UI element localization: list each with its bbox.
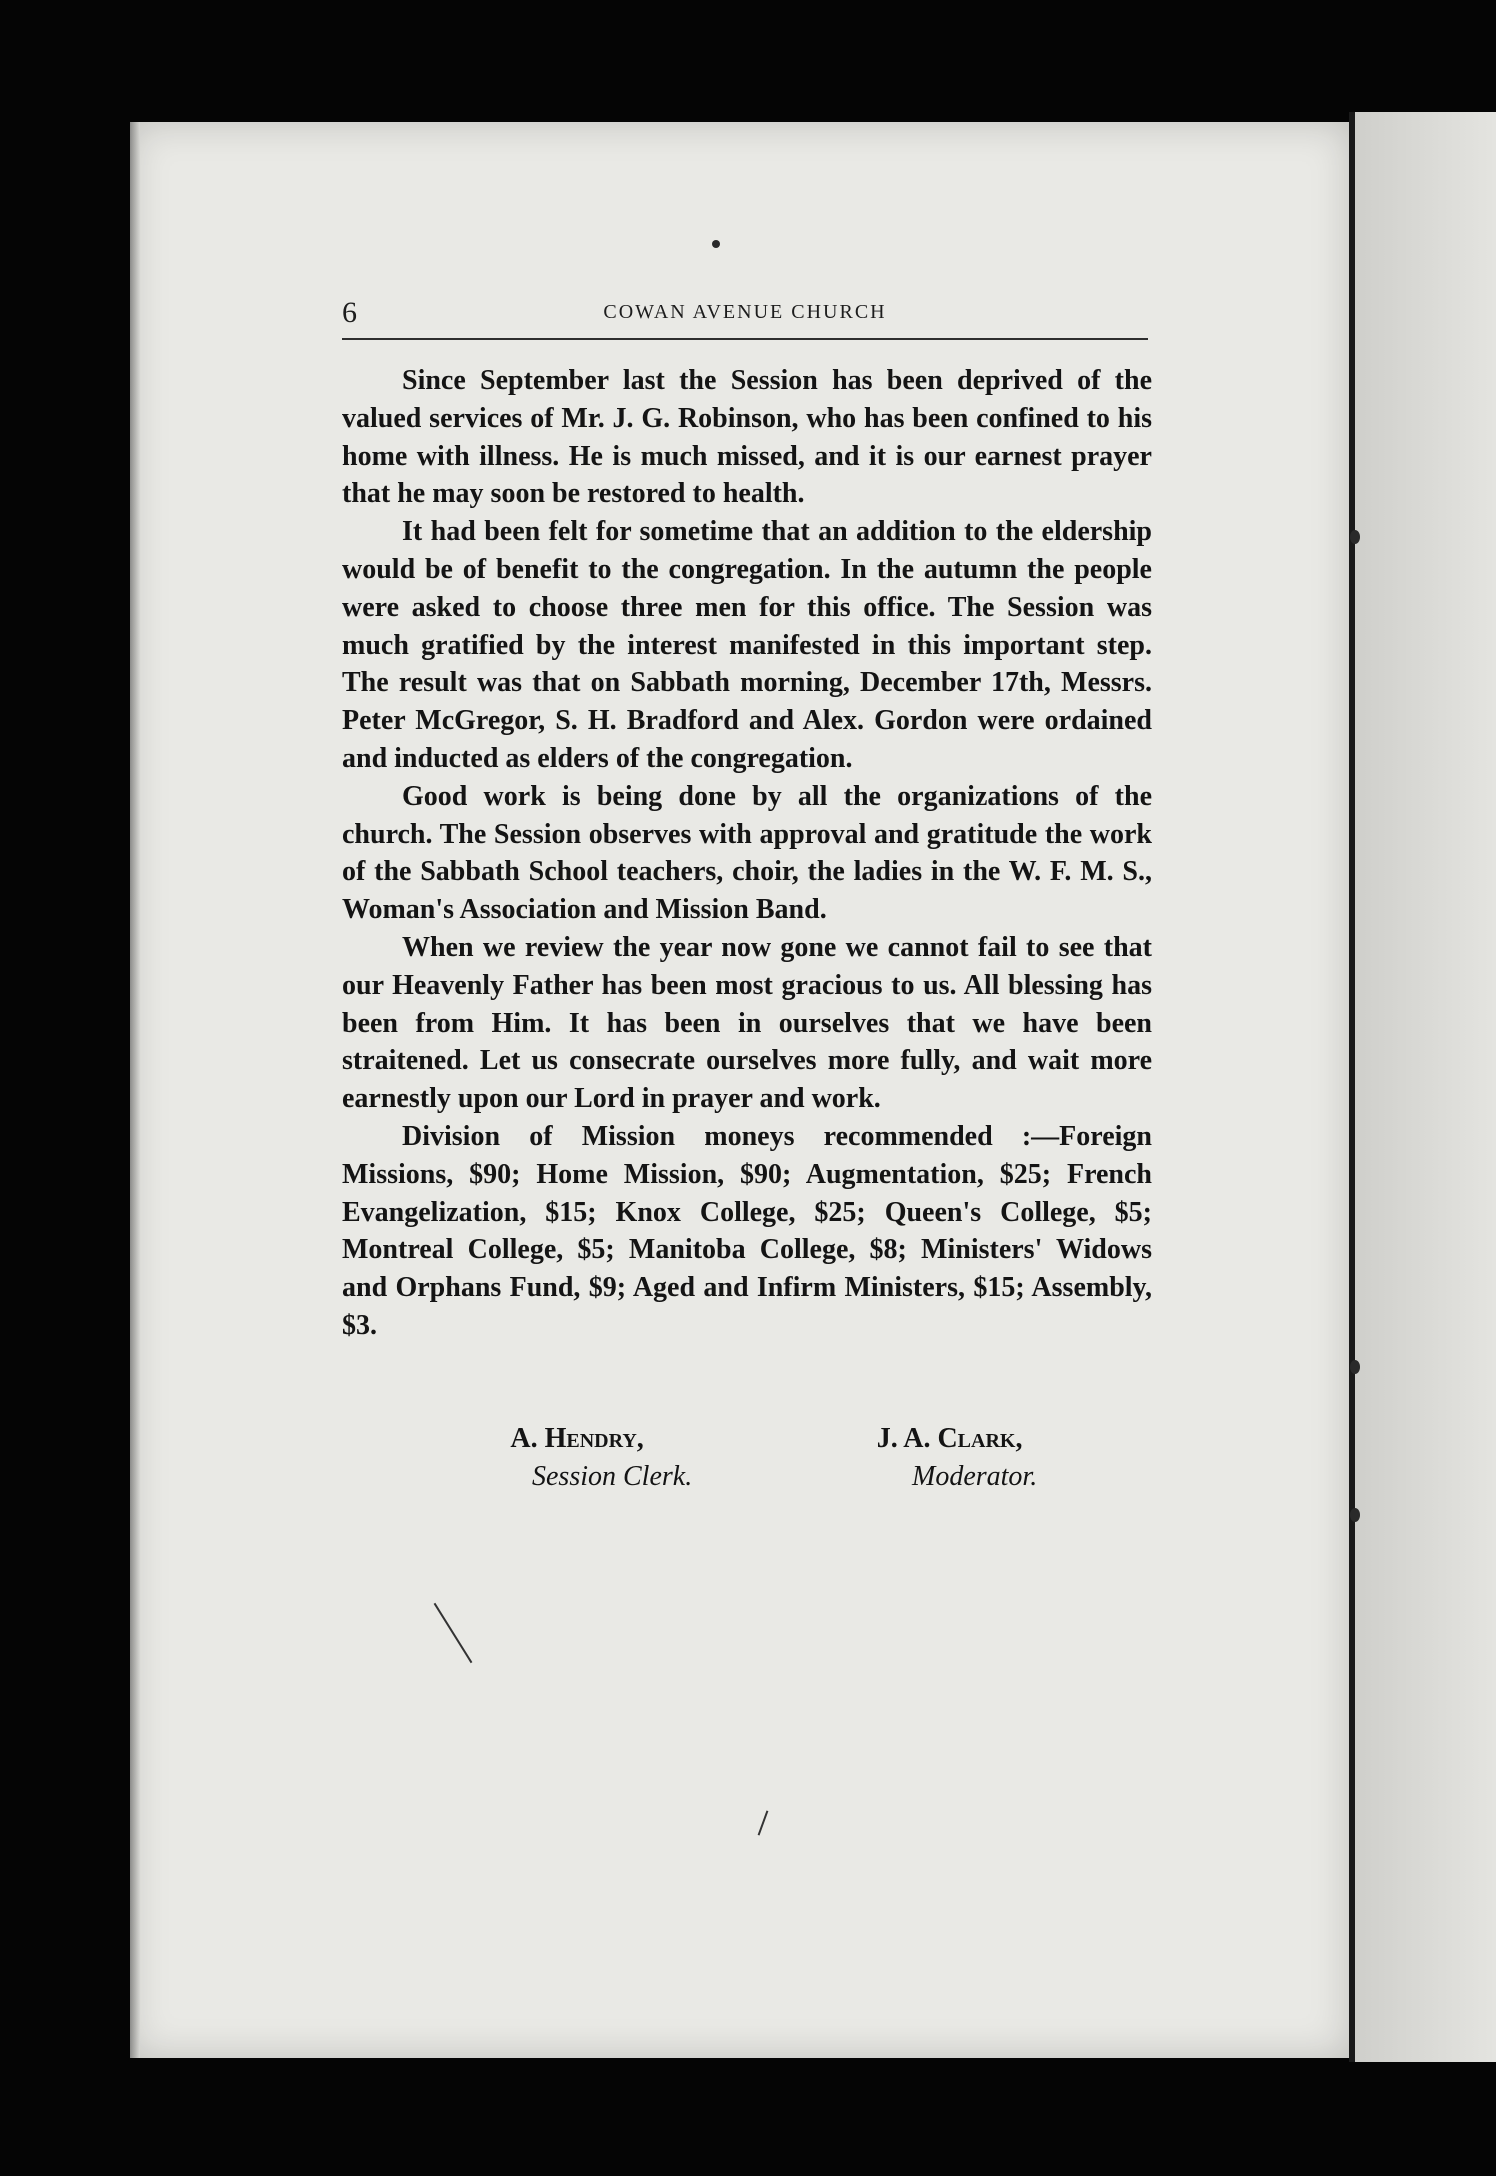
ink-speck xyxy=(1350,1360,1360,1374)
running-head: COWAN AVENUE CHURCH xyxy=(603,301,887,323)
signatory-name: J. A. Clark, xyxy=(876,1423,1023,1454)
paragraph: Since September last the Session has been deprived of the valued services of Mr. J. G. Robinson, who has been confined to his home with illness. He is much missed, and it is our earnest prayer that he may soon be restored to health. xyxy=(342,365,1152,510)
page-header xyxy=(342,296,1148,336)
body-text xyxy=(342,362,1152,1345)
paragraph: It had been felt for sometime that an addition to the eldership would be of benefit to the congregation. In the autumn the people were asked to choose three men for this office. The Session was much gratified by the interest manifested in this important step. The result was that on Sabbath morning, December 17th, Messrs. Peter McGregor, S. H. Bradford and Alex. Gordon were ordained and inducted as elders of the congregation. xyxy=(342,516,1152,774)
signatory-title: Session Clerk. xyxy=(532,1461,693,1492)
signature-moderator xyxy=(862,1420,1037,1496)
header-rule xyxy=(342,338,1148,340)
ink-speck xyxy=(1350,530,1360,544)
ink-speck xyxy=(1350,1508,1360,1522)
adjacent-page-edge xyxy=(1355,112,1496,2062)
page-shadow-edge xyxy=(130,122,140,2058)
paragraph: Good work is being done by all the organizations of the church. The Session observes with approval and gratitude the work of the Sabbath School teachers, choir, the ladies in the W. F. M. S., Woman's Association and Mission Band. xyxy=(342,780,1152,926)
page-number: 6 xyxy=(342,296,357,329)
signatory-name: A. Hendry, xyxy=(510,1423,644,1454)
paragraph: Division of Mission moneys recommended :—Foreign Missions, $90; Home Mission, $90; Augmentation, $25; French Evangelization, $15; Knox College, $25; Queen's College, $5; Montreal College, $5; Manitoba College, $8; Ministers' Widows and Orphans Fund, $9; Aged and Infirm Ministers, $15; Assembly, $3. xyxy=(342,1120,1152,1341)
signature-block xyxy=(342,1420,1152,1510)
ink-speck xyxy=(712,240,720,248)
signature-session-clerk xyxy=(462,1420,692,1496)
signatory-title: Moderator. xyxy=(912,1461,1038,1492)
paragraph: When we review the year now gone we cannot fail to see that our Heavenly Father has been most gracious to us. All blessing has been from Him. It has been in ourselves that we have been straitened. Let us consecrate ourselves more fully, and wait more earnestly upon our Lord in prayer and work. xyxy=(342,931,1152,1115)
